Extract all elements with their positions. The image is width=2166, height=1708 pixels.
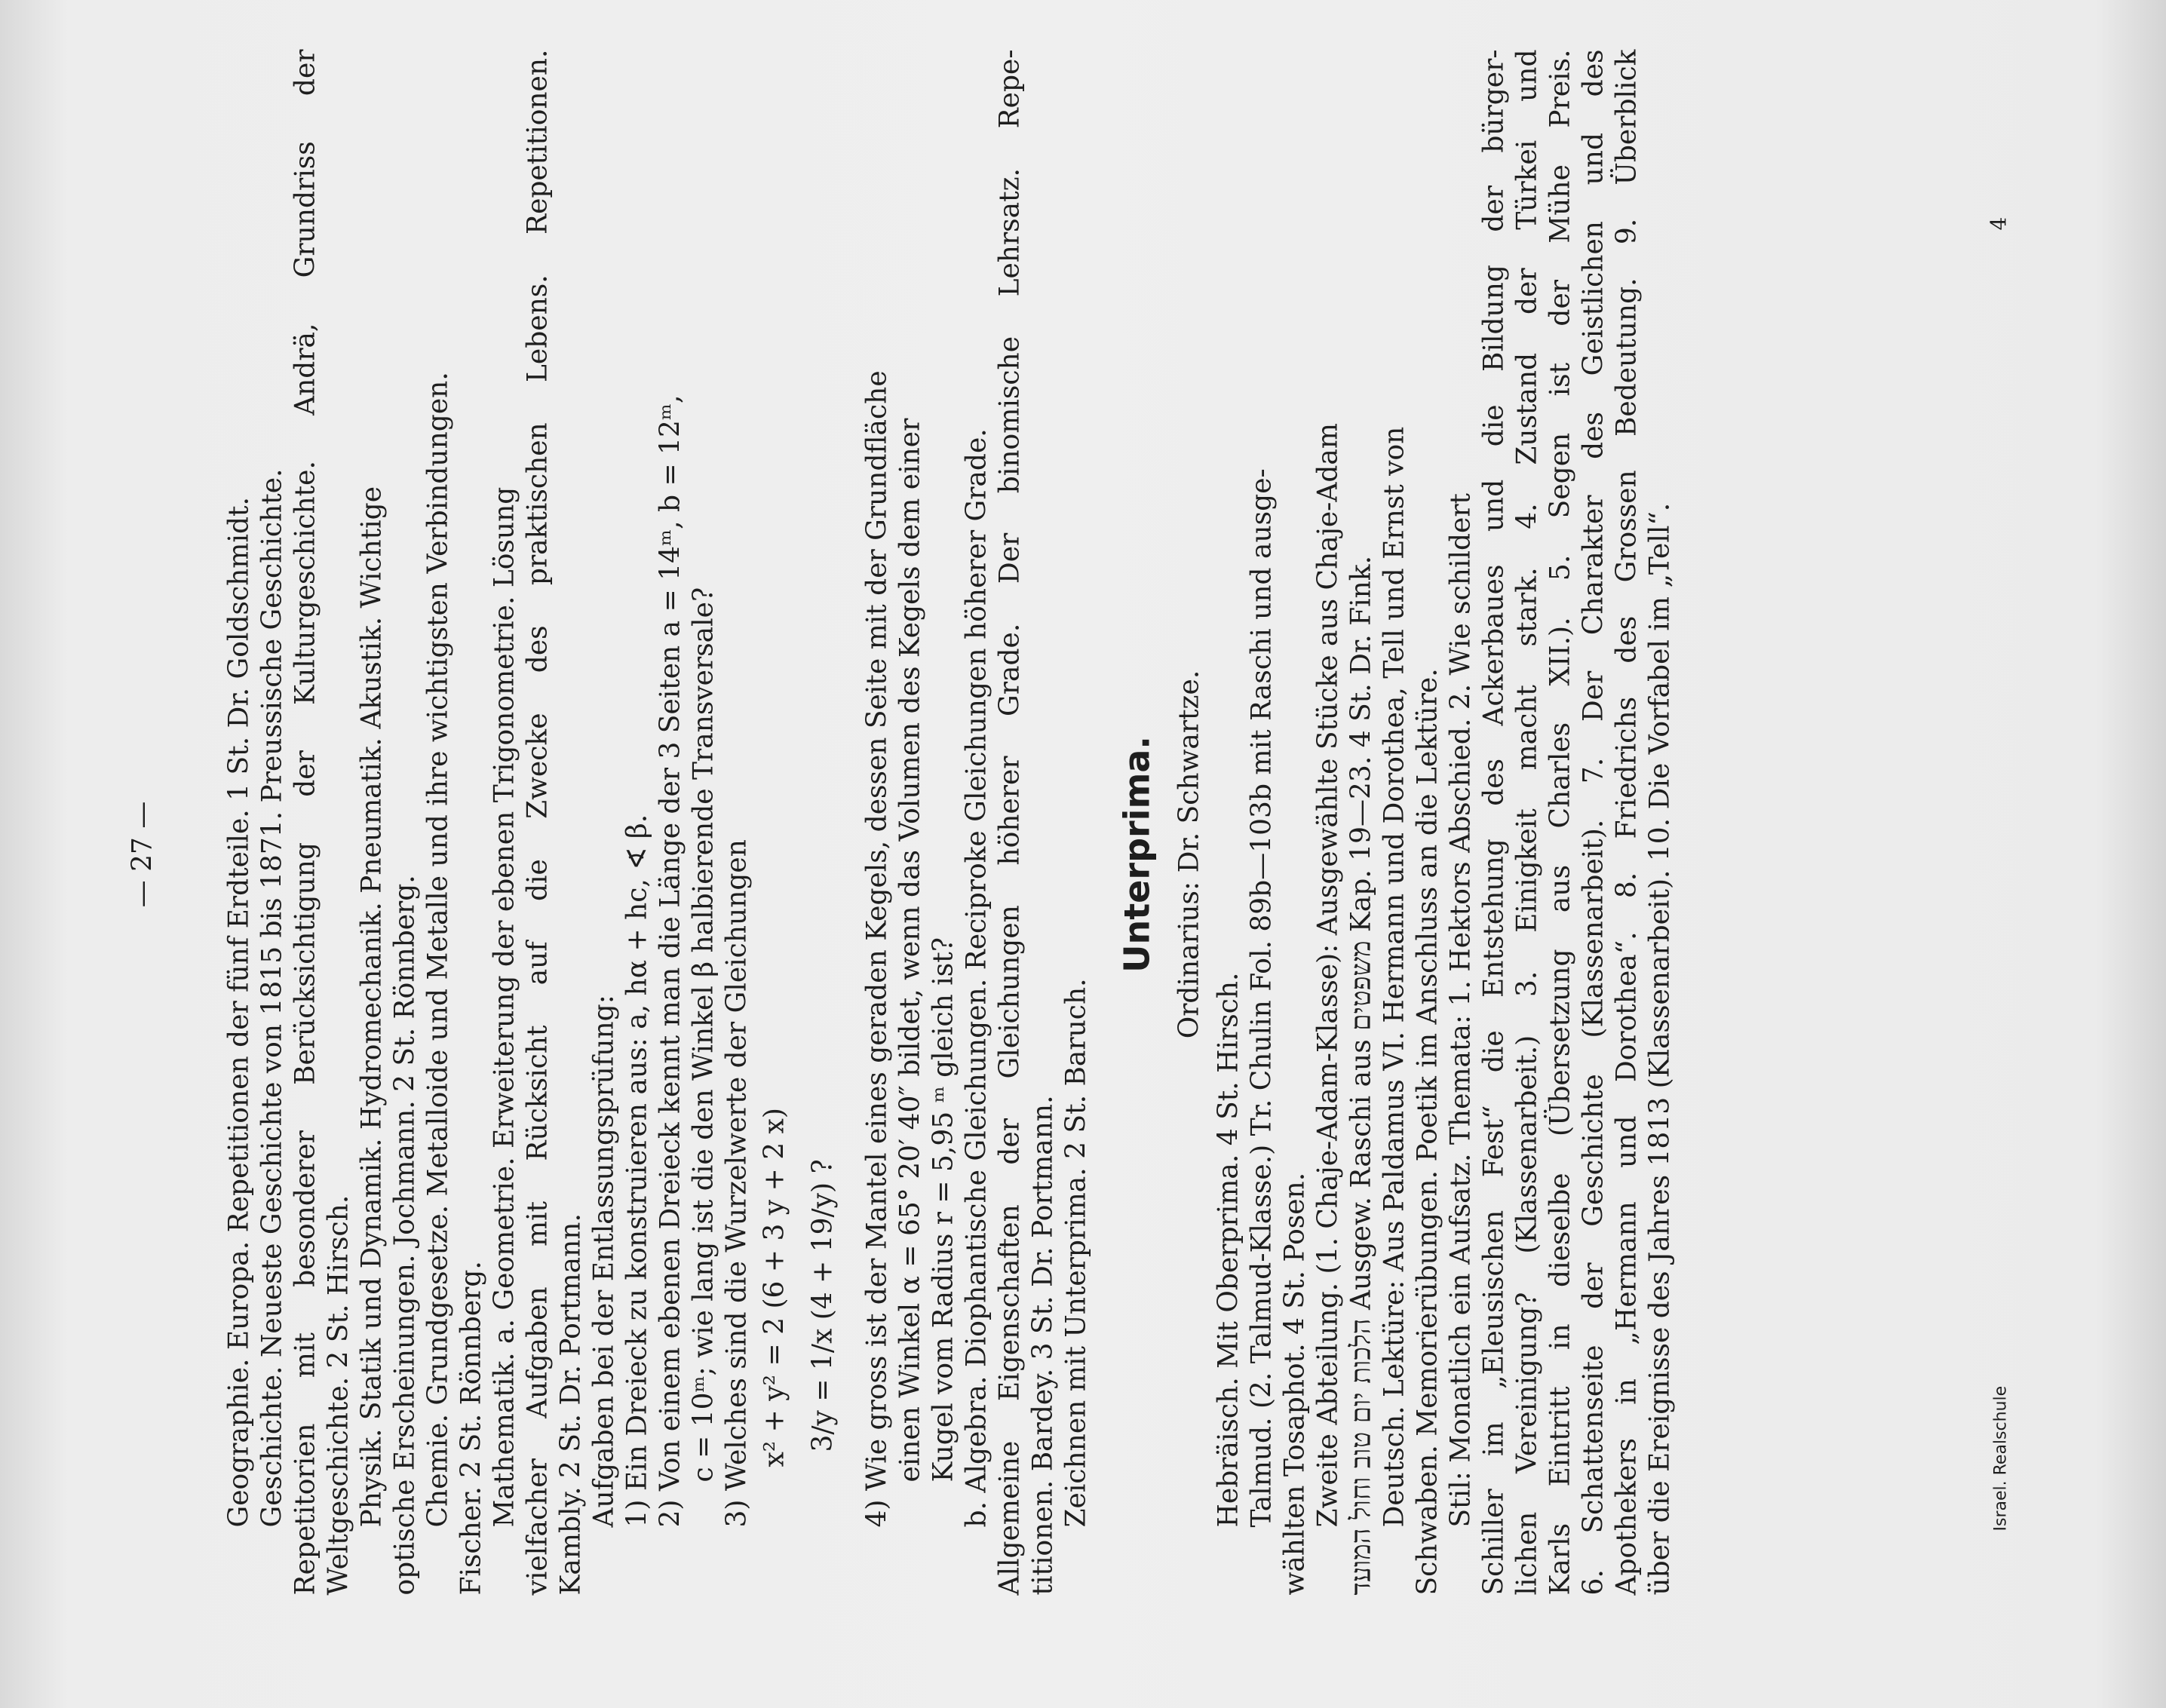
text-line: b. Algebra. Diophantische Gleichungen. Reciproke Gleichungen höherer Grade.: [961, 428, 992, 1528]
text-line: Chemie. Grundgesetze. Metalloide und Metalle und ihre wichtigsten Verbindungen.: [422, 372, 454, 1528]
text-line: 2) Von einem ebenen Dreieck kennt man die Länge der 3 Seiten a = 14ᵐ, b = 12ᵐ,: [655, 394, 686, 1528]
text-line: optische Erscheinungen. Jochmann. 2 St. Rönnberg.: [389, 875, 421, 1596]
equation-line: 3/y = 1/x (4 + 19/y) ?: [807, 1159, 839, 1452]
text-line: 3) Welches sind die Wurzelwerte der Gleichungen: [721, 839, 753, 1528]
text-line: Geographie. Europa. Repetitionen der fünf Erdteile. 1 St. Dr. Goldschmidt.: [223, 497, 255, 1528]
text-line: Hebräisch. Mit Oberprima. 4 St. Hirsch.: [1213, 972, 1244, 1528]
text-line: einen Winkel α = 65° 20′ 40″ bildet, wenn das Volumen des Kegels dem einer: [894, 418, 926, 1483]
text-line: הלכות יום טוב וחול המועד Ausgew. Raschi aus משפטים Kap. 19—23. 4 St. Dr. Fink.: [1345, 555, 1377, 1596]
text-line: lichen Vereinigung? (Klassenarbeit.) 3. Einigkeit macht stark. 4. Zustand der Türkei und: [1511, 49, 1543, 1596]
text-line: 6. Schattenseite der Geschichte (Klassenarbeit). 7. Der Charakter des Geistlichen und des: [1578, 49, 1609, 1596]
footer-signature-number: 4: [1986, 216, 2011, 231]
text-line: vielfacher Aufgaben mit Rücksicht auf die Zwecke des praktischen Lebens. Repetitionen.: [522, 49, 554, 1596]
equation-line: x² + y² = 2 (6 + 3 y + 2 x): [759, 1108, 790, 1467]
text-line: über die Ereignisse des Jahres 1813 (Klassenarbeit). 10. Die Vorfabel im „Tell“.: [1644, 502, 1676, 1596]
text-line: Kugel vom Radius r = 5,95 ᵐ gleich ist?: [928, 937, 959, 1483]
text-line: Zweite Abteilung. (1. Chaje-Adam-Klasse): Ausgewählte Stücke aus Chaje-Adam: [1312, 423, 1344, 1528]
footer-publisher: Israel. Realschule: [1991, 1385, 2011, 1532]
page-number: — 27 —: [127, 801, 158, 908]
text-line: 4) Wie gross ist der Mantel eines geraden Kegels, dessen Seite mit der Grundfläche: [861, 370, 893, 1528]
text-line: Repetitorien mit besonderer Berücksichtigung der Kulturgeschichte. Andrä, Grundriss der: [290, 49, 321, 1596]
text-line: Weltgeschichte. 2 St. Hirsch.: [323, 1194, 354, 1596]
text-line: wählten Tosaphot. 4 St. Posen.: [1279, 1172, 1311, 1596]
text-line: titionen. Bardey. 3 St. Dr. Portmann.: [1027, 1095, 1059, 1596]
text-line: Schiller im „Eleusischen Fest“ die Entstehung des Ackerbaues und die Bildung der bürger-: [1478, 49, 1510, 1596]
text-line: c = 10ᵐ; wie lang ist die den Winkel β halbierende Transversale?: [688, 587, 719, 1483]
ordinarius-line: Ordinarius: Dr. Schwartze.: [1174, 670, 1205, 1039]
section-heading: Unterprima.: [1116, 736, 1158, 973]
text-line: Karls Eintritt in dieselbe (Übersetzung aus Charles XII.). 5. Segen ist der Mühe Preis.: [1545, 49, 1576, 1596]
text-line: Deutsch. Lektüre: Aus Paldamus VI. Hermann und Dorothea, Tell und Ernst von: [1379, 426, 1410, 1528]
text-line: Schwaben. Memorierübungen. Poetik im Anschluss an die Lektüre.: [1412, 668, 1443, 1596]
text-line: Kambly. 2 St. Dr. Portmann.: [555, 1213, 587, 1596]
text-line: Stil: Monatlich ein Aufsatz. Themata: 1. Hektors Abschied. 2. Wie schildert: [1445, 493, 1477, 1528]
text-line: Allgemeine Eigenschaften der Gleichungen höherer Grade. Der binomische Lehrsatz. Repe-: [994, 49, 1026, 1596]
text-line: Fischer. 2 St. Rönnberg.: [456, 1261, 487, 1596]
text-line: Geschichte. Neueste Geschichte von 1815 bis 1871. Preussische Geschichte.: [256, 468, 288, 1528]
text-line: Mathematik. a. Geometrie. Erweiterung der ebenen Trigonometrie. Lösung: [489, 486, 520, 1528]
text-line: Aufgaben bei der Entlassungsprüfung:: [588, 995, 620, 1528]
text-line: Apothekers in „Hermann und Dorothea“. 8. Friedrichs des Grossen Bedeutung. 9. Überblick: [1611, 49, 1643, 1596]
text-line: Talmud. (2. Talmud-Klasse.) Tr. Chulin Fol. 89b—103b mit Raschi und ausge-: [1246, 468, 1278, 1528]
document-sheet: [0, 1, 2166, 1708]
text-line: Zeichnen mit Unterprima. 2 St. Baruch.: [1060, 978, 1092, 1528]
text-line: Physik. Statik und Dynamik. Hydromechanik. Pneumatik. Akustik. Wichtige: [356, 486, 388, 1528]
text-line: 1) Ein Dreieck zu konstruieren aus: a, hα + hc, ∢ β.: [621, 814, 653, 1528]
